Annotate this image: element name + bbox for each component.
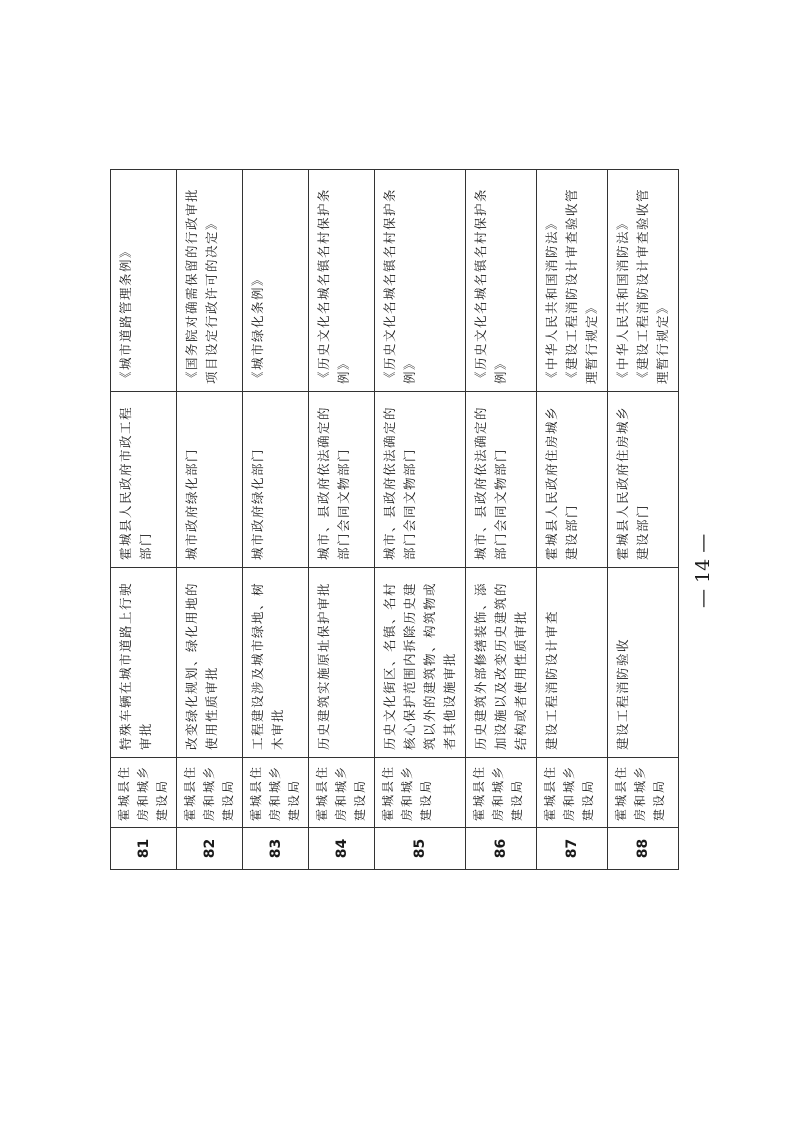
row-number: 83 — [243, 828, 309, 870]
legal-basis-cell: 《国务院对确需保留的行政审批项目设定行政许可的决定》 — [177, 170, 243, 392]
implementing-body-cell: 城市、县政府依法确定的部门会同文物部门 — [466, 392, 537, 568]
table-row — [243, 170, 309, 870]
rotated-table-container — [110, 170, 670, 870]
table-row — [111, 170, 177, 870]
implementing-body-cell: 城市政府绿化部门 — [243, 392, 309, 568]
item-cell: 工程建设涉及城市绿地、树木审批 — [243, 568, 309, 758]
row-number: 81 — [111, 828, 177, 870]
implementing-body-cell: 城市、县政府依法确定的部门会同文物部门 — [375, 392, 466, 568]
row-number: 85 — [375, 828, 466, 870]
department-cell: 霍城县住房和城乡建设局 — [309, 758, 375, 828]
table-row — [537, 170, 608, 870]
row-number: 86 — [466, 828, 537, 870]
implementing-body-cell: 霍城县人民政府市政工程部门 — [111, 392, 177, 568]
implementing-body-cell: 霍城县人民政府住房城乡建设部门 — [537, 392, 608, 568]
legal-basis-cell: 《历史文化名城名镇名村保护条例》 — [466, 170, 537, 392]
item-cell: 建设工程消防设计审查 — [537, 568, 608, 758]
page-number: — 14 — — [692, 533, 714, 608]
table-row — [177, 170, 243, 870]
department-cell: 霍城县住房和城乡建设局 — [177, 758, 243, 828]
department-cell: 霍城县住房和城乡建设局 — [466, 758, 537, 828]
item-cell: 特殊车辆在城市道路上行驶审批 — [111, 568, 177, 758]
legal-basis-cell: 《城市道路管理条例》 — [111, 170, 177, 392]
legal-basis-cell: 《城市绿化条例》 — [243, 170, 309, 392]
item-cell: 改变绿化规划、绿化用地的使用性质审批 — [177, 568, 243, 758]
item-cell: 历史文化街区、名镇、名村核心保护范围内拆除历史建筑以外的建筑物、构筑物或者其他设施审批 — [375, 568, 466, 758]
department-cell: 霍城县住房和城乡建设局 — [537, 758, 608, 828]
department-cell: 霍城县住房和城乡建设局 — [608, 758, 679, 828]
implementing-body-cell: 霍城县人民政府住房城乡建设部门 — [608, 392, 679, 568]
item-cell: 历史建筑实施原址保护审批 — [309, 568, 375, 758]
department-cell: 霍城县住房和城乡建设局 — [243, 758, 309, 828]
table-row — [375, 170, 466, 870]
table-body — [111, 170, 679, 870]
row-number: 82 — [177, 828, 243, 870]
legal-basis-cell: 《历史文化名城名镇名村保护条例》 — [375, 170, 466, 392]
legal-basis-cell: 《历史文化名城名镇名村保护条例》 — [309, 170, 375, 392]
department-cell: 霍城县住房和城乡建设局 — [375, 758, 466, 828]
department-cell: 霍城县住房和城乡建设局 — [111, 758, 177, 828]
table-row — [466, 170, 537, 870]
legal-basis-cell: 《中华人民共和国消防法》 《建设工程消防设计审查验收管理暂行规定》 — [608, 170, 679, 392]
table-row — [608, 170, 679, 870]
implementing-body-cell: 城市政府绿化部门 — [177, 392, 243, 568]
legal-basis-cell: 《中华人民共和国消防法》 《建设工程消防设计审查验收管理暂行规定》 — [537, 170, 608, 392]
row-number: 88 — [608, 828, 679, 870]
implementing-body-cell: 城市、县政府依法确定的部门会同文物部门 — [309, 392, 375, 568]
item-cell: 建设工程消防验收 — [608, 568, 679, 758]
row-number: 87 — [537, 828, 608, 870]
table-row — [309, 170, 375, 870]
approval-items-table — [110, 169, 679, 870]
row-number: 84 — [309, 828, 375, 870]
item-cell: 历史建筑外部修缮装饰、添加设施以及改变历史建筑的结构或者使用性质审批 — [466, 568, 537, 758]
